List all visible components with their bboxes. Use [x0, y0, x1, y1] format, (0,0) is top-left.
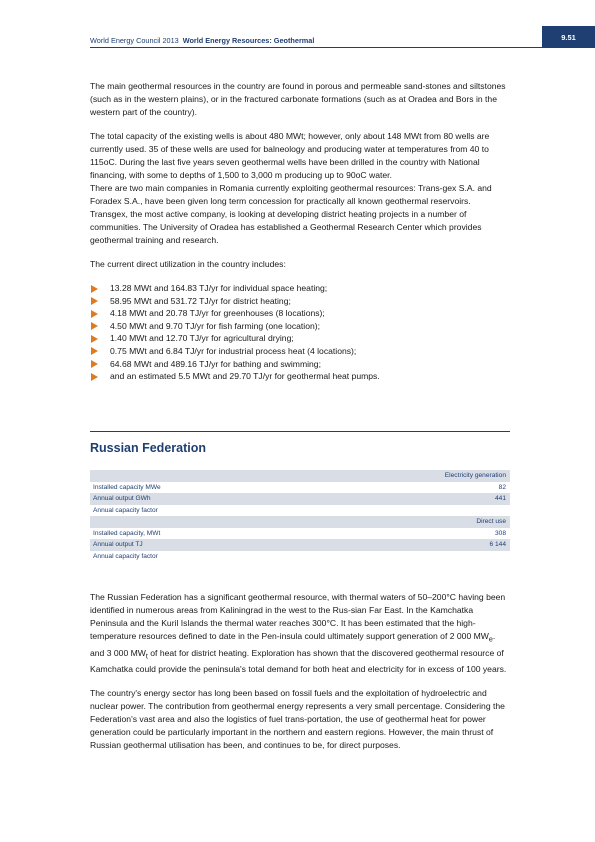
table-row [90, 539, 510, 551]
triangle-bullet-icon [91, 310, 98, 318]
direct-use-list [90, 282, 510, 383]
table-header-electricity [90, 470, 510, 482]
table-cell-value: 6 144 [489, 541, 506, 549]
list-item-text: 1.40 MWt and 12.70 TJ/yr for agricultural drying; [110, 333, 294, 344]
page-number: 9.51 [561, 32, 576, 42]
section-divider [90, 431, 510, 432]
list-item [90, 345, 510, 358]
triangle-bullet-icon [91, 335, 98, 343]
list-item [90, 320, 510, 333]
russia-paragraph-1-part-c: of heat for district heating. Exploration has shown that the discovered geothermal resource of Kamchatka could provide the peninsula's total demand for both heat and electricity for in excess of 100 years. [90, 647, 507, 675]
table-header-label: Electricity generation [444, 472, 506, 480]
romania-section [90, 80, 510, 383]
list-item-text: and an estimated 5.5 MWt and 29.70 TJ/yr for geothermal heat pumps. [110, 371, 380, 382]
list-item-text: 4.50 MWt and 9.70 TJ/yr for fish farming (one location); [110, 320, 321, 331]
romania-paragraph-4: The current direct utilization in the country includes: [90, 259, 286, 269]
triangle-bullet-icon [91, 297, 98, 305]
table-cell-value: 82 [498, 483, 506, 491]
list-item [90, 307, 510, 320]
table-cell-label: Annual capacity factor [93, 506, 158, 514]
subscript-t: t [145, 652, 148, 661]
table-cell-label: Installed capacity MWe [93, 483, 161, 491]
header-title: World Energy Resources: Geothermal [182, 36, 315, 45]
romania-paragraph-2: The total capacity of the existing wells is about 480 MWt; however, only about 148 MWt from 80 wells are currently used. 35 of these wells are used for balneology and producing water at temperatures from 40 to 115oC. During the last five years seven geothermal wells have been drilled in the country with National financing, with some to depths of 1,500 to 3,000 m producing up to 90oC water. [90, 131, 490, 180]
header-divider [90, 47, 542, 48]
table-cell-label: Installed capacity, MWt [93, 529, 161, 537]
list-item-text: 58.95 MWt and 531.72 TJ/yr for district heating; [110, 295, 291, 306]
table-cell-label: Annual output TJ [93, 541, 143, 549]
list-item-text: 64.68 MWt and 489.16 TJ/yr for bathing and swimming; [110, 358, 321, 369]
russia-paragraph-2: The country's energy sector has long been based on fossil fuels and the exploitation of hydroelectric and nuclear power. The contribution from geothermal energy represents a very small percentage. Considering the Federation's vast area and also the logistics of fuel trans-portation, the use of geothermal heat for power generation could be particularly important in the northern and eastern regions. However, the main thrust of Russian geothermal utilisation has been, and continues to be, for direct purposes. [90, 688, 505, 751]
table-cell-value: 308 [494, 529, 506, 537]
table-header-direct-use [90, 516, 510, 528]
russia-paragraph-1-part-b: . and 3 000 MW [90, 631, 496, 658]
russia-section [90, 591, 510, 763]
list-item [90, 332, 510, 345]
section-title: Russian Federation [90, 441, 206, 455]
table-header-label: Direct use [476, 518, 506, 526]
geothermal-data-table [90, 470, 510, 562]
list-item-text: 13.28 MWt and 164.83 TJ/yr for individual space heating; [110, 283, 328, 293]
table-cell-label: Annual output GWh [93, 495, 151, 503]
triangle-bullet-icon [91, 360, 98, 368]
table-row [90, 551, 510, 563]
list-item-text: 4.18 MWt and 20.78 TJ/yr for greenhouses (8 locations); [110, 308, 325, 319]
table-row [90, 493, 510, 505]
page-number-tab [542, 26, 595, 48]
table-row [90, 528, 510, 540]
triangle-bullet-icon [91, 322, 98, 330]
triangle-bullet-icon [91, 347, 98, 355]
list-item-text: 0.75 MWt and 6.84 TJ/yr for industrial process heat (4 locations); [110, 345, 357, 356]
header-council: World Energy Council 2013 [90, 36, 179, 45]
list-item [90, 358, 510, 371]
russia-paragraph-1-part-a: The Russian Federation has a significant geothermal resource, with thermal waters of 50–200°C having been identified in numerous areas from Kaliningrad in the west to the Rus-sian Far East. In the Kamchatka Peninsula and the Kuril Islands the thermal water reaches 300°C. It has been estimated that the high-temperature resources defined to date in the Pen-insula could ultimately support generation of 2 000 MW [90, 592, 506, 641]
triangle-bullet-icon [91, 285, 98, 293]
table-cell-label: Annual capacity factor [93, 552, 158, 560]
table-row [90, 482, 510, 494]
russia-paragraph-1 [90, 591, 510, 676]
table-row [90, 505, 510, 517]
romania-paragraph-3: There are two main companies in Romania currently exploiting geothermal resources: Trans-gex S.A. and Foradex S.A., have been given long term concession for practically all known geothermal reservoirs. Transgex, the most active company, is looking at developing district heating projects in a number of communities. The University of Oradea has established a Geothermal Research Center which provides geothermal training and research. [90, 183, 492, 245]
list-item [90, 282, 510, 295]
table-cell-value: 441 [494, 495, 506, 503]
list-item [90, 295, 510, 308]
list-item [90, 370, 510, 383]
triangle-bullet-icon [91, 373, 98, 381]
subscript-e: e [488, 635, 493, 644]
romania-paragraph-1: The main geothermal resources in the country are found in porous and permeable sand-stones and siltstones (such as in the western plains), or in the fractured carbonate formations (such as at Oradea and Bors in the western part of the country). [90, 81, 506, 117]
